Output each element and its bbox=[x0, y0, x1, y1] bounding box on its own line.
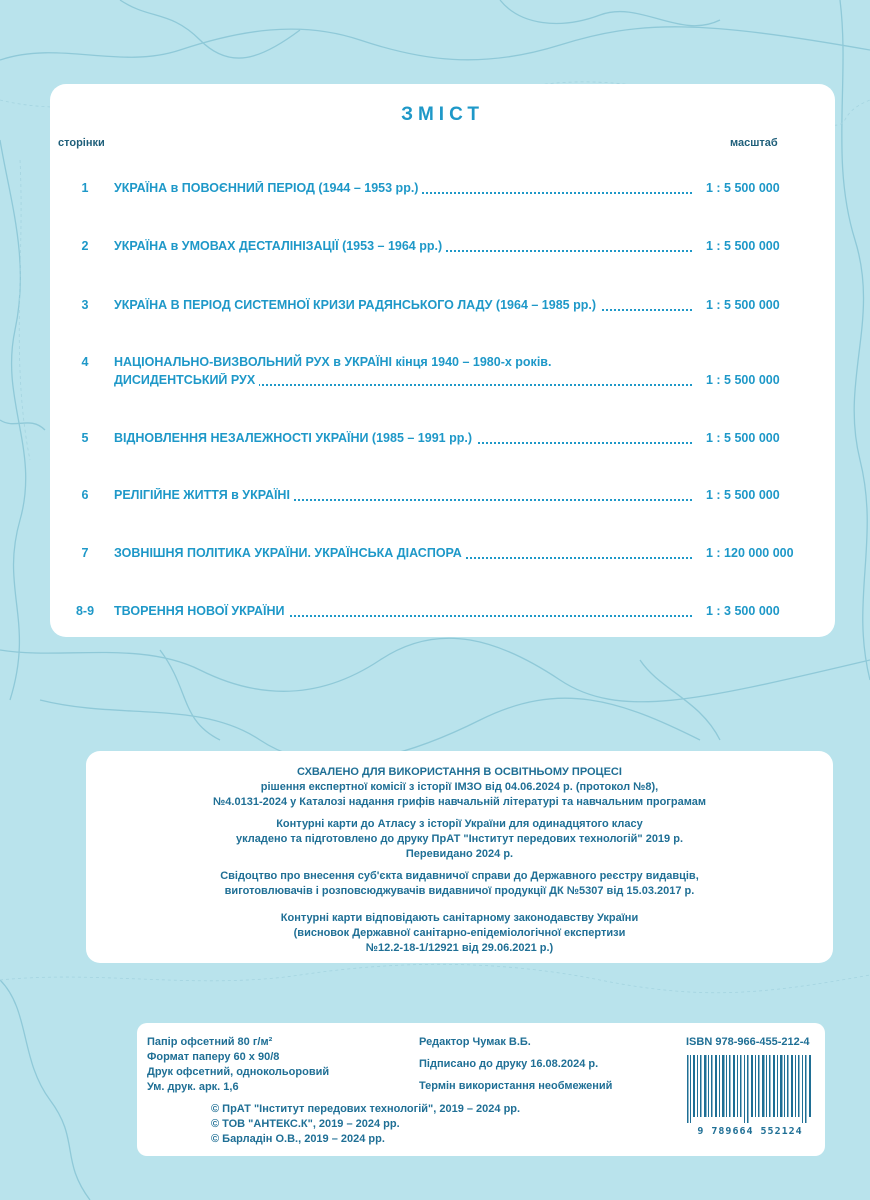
toc-entry-title: РЕЛІГІЙНЕ ЖИТТЯ в УКРАЇНІ bbox=[114, 488, 294, 502]
print-info: Друк офсетний, однокольоровий bbox=[147, 1066, 330, 1078]
imprint-panel bbox=[137, 1023, 825, 1156]
toc-entry-scale: 1 : 120 000 000 bbox=[706, 546, 794, 560]
approval-statement bbox=[86, 765, 833, 810]
toc-entry-title: ДИСИДЕНТСЬКИЙ РУХ bbox=[114, 373, 259, 387]
toc-page-number: 8-9 bbox=[75, 604, 95, 618]
approval-line: укладено та підготовлено до друку ПрАТ "Інститут передових технологій" 2019 р. bbox=[235, 833, 683, 845]
toc-title-line bbox=[114, 604, 692, 620]
toc-entry-scale: 1 : 3 500 000 bbox=[706, 604, 780, 618]
toc-entry-title-line1: НАЦІОНАЛЬНО-ВИЗВОЛЬНИЙ РУХ в УКРАЇНІ кінця 1940 – 1980-х років. bbox=[114, 355, 552, 369]
approval-line: рішення експертної комісії з історії ІМЗО від 04.06.2024 р. (протокол №8), bbox=[260, 781, 659, 793]
toc-title-line bbox=[114, 373, 692, 389]
registration-statement bbox=[86, 869, 833, 899]
editor-info: Редактор Чумак В.Б. bbox=[419, 1036, 531, 1048]
toc-entry-title: ВІДНОВЛЕННЯ НЕЗАЛЕЖНОСТІ УКРАЇНИ (1985 – 1991 рр.) bbox=[114, 431, 476, 445]
toc-page-number: 6 bbox=[81, 488, 89, 502]
isbn: ISBN 978-966-455-212-4 bbox=[686, 1036, 810, 1048]
toc-page-number: 1 bbox=[81, 181, 89, 195]
format-info: Формат паперу 60 х 90/8 bbox=[147, 1051, 280, 1063]
barcode-icon bbox=[685, 1055, 815, 1123]
contents-title: ЗМІСТ bbox=[401, 104, 484, 125]
toc-entry-title: УКРАЇНА в УМОВАХ ДЕСТАЛІНІЗАЦІЇ (1953 – 1964 рр.) bbox=[114, 239, 446, 253]
signed-info: Підписано до друку 16.08.2024 р. bbox=[419, 1058, 599, 1070]
toc-page-number: 5 bbox=[81, 431, 89, 445]
approval-line: Контурні карти до Атласу з історії України для одинадцятого класу bbox=[276, 818, 643, 830]
toc-entry-scale: 1 : 5 500 000 bbox=[706, 373, 780, 387]
toc-title-line bbox=[114, 488, 692, 504]
barcode-digits: 9 789664 552124 bbox=[697, 1126, 803, 1137]
toc-page-number: 4 bbox=[81, 355, 89, 369]
approval-line: Контурні карти відповідають санітарному законодавству України bbox=[280, 912, 639, 924]
toc-entry-scale: 1 : 5 500 000 bbox=[706, 431, 780, 445]
approval-line: (висновок Державної санітарно-епідеміологічної експертизи bbox=[293, 927, 626, 939]
approval-line: СХВАЛЕНО ДЛЯ ВИКОРИСТАННЯ В ОСВІТНЬОМУ ПРОЦЕСІ bbox=[297, 766, 622, 778]
sanitary-statement bbox=[86, 911, 833, 956]
toc-title-line bbox=[114, 431, 692, 447]
toc-page-number: 3 bbox=[81, 298, 89, 312]
approval-line: виготовлювачів і розповсюджувачів видавничої продукції ДК №5307 від 15.03.2017 р. bbox=[224, 885, 695, 897]
toc-entry-scale: 1 : 5 500 000 bbox=[706, 488, 780, 502]
toc-entry-title: ТВОРЕННЯ НОВОЇ УКРАЇНИ bbox=[114, 604, 289, 618]
copyright-line: © ПрАТ "Інститут передових технологій", 2019 – 2024 рр. bbox=[211, 1103, 521, 1115]
toc-title-line bbox=[114, 298, 692, 314]
publication-statement bbox=[86, 817, 833, 862]
scale-column-label: масштаб bbox=[730, 137, 778, 149]
copyright-line: © ТОВ "АНТЕКС.К", 2019 – 2024 рр. bbox=[211, 1118, 400, 1130]
toc-title-line bbox=[114, 546, 692, 562]
approval-line: №4.0131-2024 у Каталозі надання грифів навчальній літературі та навчальним програмам bbox=[213, 796, 706, 808]
approval-line: Перевидано 2024 р. bbox=[405, 848, 514, 860]
toc-page-number: 7 bbox=[81, 546, 89, 560]
toc-page-number: 2 bbox=[81, 239, 89, 253]
toc-entry-scale: 1 : 5 500 000 bbox=[706, 298, 780, 312]
paper-info: Папір офсетний 80 г/м² bbox=[147, 1036, 273, 1048]
approval-panel bbox=[86, 751, 833, 963]
toc-entry-title: УКРАЇНА в ПОВОЄННИЙ ПЕРІОД (1944 – 1953 рр.) bbox=[114, 181, 422, 195]
contents-panel bbox=[50, 84, 835, 637]
toc-title-line bbox=[114, 181, 692, 197]
toc-entry-title: ЗОВНІШНЯ ПОЛІТИКА УКРАЇНИ. УКРАЇНСЬКА ДІАСПОРА bbox=[114, 546, 466, 560]
toc-entry-scale: 1 : 5 500 000 bbox=[706, 181, 780, 195]
approval-line: Свідоцтво про внесення суб'єкта видавничої справи до Державного реєстру видавців, bbox=[220, 870, 699, 882]
term-info: Термін використання необмежений bbox=[419, 1080, 613, 1092]
sheets-info: Ум. друк. арк. 1,6 bbox=[147, 1081, 239, 1093]
toc-title-line bbox=[114, 239, 692, 255]
toc-entry-title: УКРАЇНА В ПЕРІОД СИСТЕМНОЇ КРИЗИ РАДЯНСЬКОГО ЛАДУ (1964 – 1985 рр.) bbox=[114, 298, 600, 312]
copyright-line: © Барладін О.В., 2019 – 2024 рр. bbox=[211, 1133, 385, 1145]
toc-entry-scale: 1 : 5 500 000 bbox=[706, 239, 780, 253]
pages-column-label: сторінки bbox=[58, 137, 105, 149]
approval-line: №12.2-18-1/12921 від 29.06.2021 р.) bbox=[365, 942, 554, 954]
